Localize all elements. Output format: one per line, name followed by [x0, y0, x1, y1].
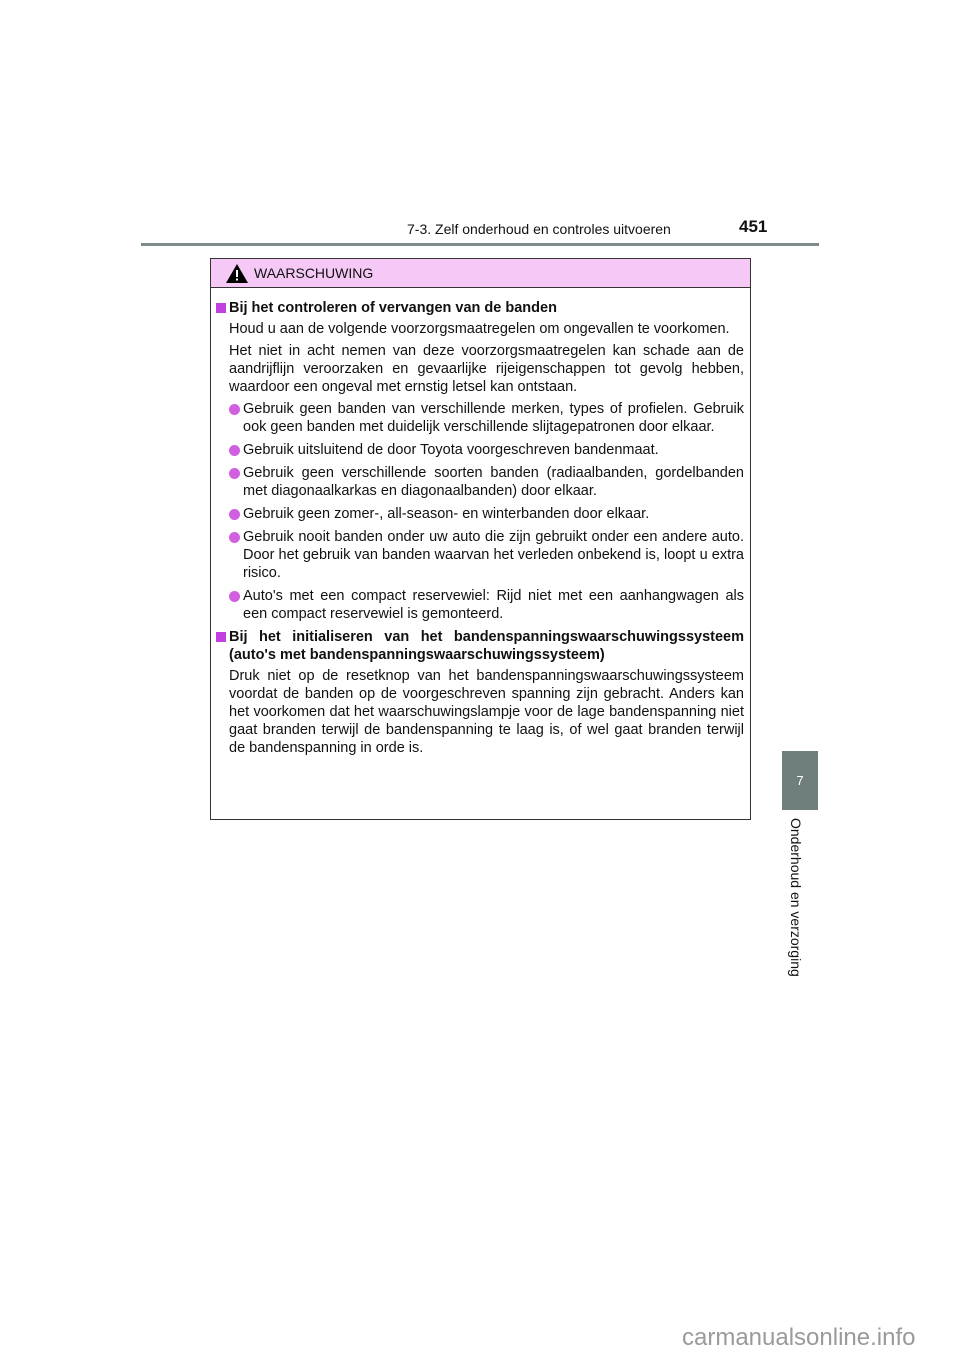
list-item: Gebruik geen zomer-, all-season- en winterbanden door elkaar. [216, 505, 744, 523]
paragraph: Druk niet op de resetknop van het bandenspanningswaarschuwingssysteem voordat de banden op de voorgeschreven spanning zijn gebracht. Anders kan het voorkomen dat het waarschuwingslampje voor de lage bandenspanning niet gaat branden terwijl de bandenspanning te laag is, of wel gaat branden terwijl de bandenspanning in orde is. [229, 668, 744, 756]
list-item: Gebruik geen banden van verschillende merken, types of profielen. Gebruik ook geen banden met duidelijk verschillende slijtagepatronen door elkaar. [216, 400, 744, 436]
list-item: Gebruik uitsluitend de door Toyota voorgeschreven bandenmaat. [216, 441, 744, 459]
section-heading: Bij het controleren of vervangen van de banden [216, 299, 744, 317]
warning-header [211, 259, 750, 288]
warning-box [210, 258, 751, 820]
section-title: 7-3. Zelf onderhoud en controles uitvoeren [407, 221, 671, 237]
chapter-label: Onderhoud en verzorging [788, 818, 804, 977]
header-divider [141, 243, 819, 246]
warning-title: WAARSCHUWING [254, 265, 374, 281]
warning-triangle-icon [226, 264, 248, 283]
watermark: carmanualsonline.info [682, 1324, 916, 1351]
list-item: Gebruik geen verschillende soorten banden (radiaalbanden, gordelbanden met diagonaalkarkas en diagonaalbanden) door elkaar. [216, 464, 744, 500]
paragraph: Houd u aan de volgende voorzorgsmaatregelen om ongevallen te voorkomen. [229, 321, 730, 337]
paragraph: Het niet in acht nemen van deze voorzorgsmaatregelen kan schade aan de aandrijflijn veroorzaken en gevaarlijke rijeigenschappen tot gevolg hebben, waardoor een ongeval met ernstig letsel kan ontstaan. [229, 343, 744, 395]
circle-bullet-icon [229, 445, 240, 456]
square-bullet-icon [216, 632, 226, 642]
circle-bullet-icon [229, 532, 240, 543]
circle-bullet-icon [229, 509, 240, 520]
circle-bullet-icon [229, 591, 240, 602]
section-heading: Bij het initialiseren van het bandenspanningswaarschuwingssysteem (auto's met bandenspanningswaarschuwingssysteem) [216, 628, 744, 664]
list-item: Gebruik nooit banden onder uw auto die zijn gebruikt onder een andere auto. Door het gebruik van banden waarvan het verleden onbekend is, loopt u extra risico. [216, 528, 744, 582]
square-bullet-icon [216, 303, 226, 313]
circle-bullet-icon [229, 404, 240, 415]
page-number: 451 [739, 217, 768, 236]
chapter-tab: 7 [782, 751, 818, 810]
list-item: Auto's met een compact reservewiel: Rijd niet met een aanhangwagen als een compact reservewiel is gemonteerd. [216, 587, 744, 623]
circle-bullet-icon [229, 468, 240, 479]
